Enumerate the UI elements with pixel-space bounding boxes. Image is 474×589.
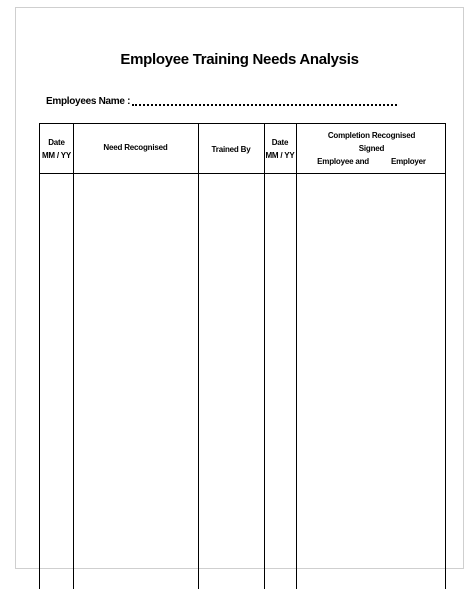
employee-name-label: Employees Name : — [46, 96, 131, 107]
column-divider — [296, 124, 297, 589]
header-completion-label: Completion Recognised — [327, 131, 416, 140]
header-completion-recognised — [296, 124, 447, 173]
employee-name-field-line — [132, 104, 397, 106]
header-date-label: Date — [271, 137, 289, 147]
header-need-recognised — [73, 124, 198, 173]
header-date-format: MM / YY — [265, 150, 295, 160]
header-trained-by — [198, 124, 264, 173]
header-divider — [40, 173, 445, 174]
header-employee-label: Employee and — [317, 157, 369, 166]
header-date-label: Date — [48, 137, 65, 147]
header-date-completion — [264, 124, 296, 173]
column-divider — [264, 124, 265, 589]
header-need-recognised-label: Need Recognised — [103, 143, 168, 152]
header-date-start — [40, 124, 73, 173]
form-title: Employee Training Needs Analysis — [120, 51, 359, 68]
column-divider — [198, 124, 199, 589]
form-page — [15, 7, 464, 569]
header-trained-by-label: Trained By — [211, 145, 251, 154]
header-signatories — [317, 155, 426, 168]
training-table — [39, 123, 446, 589]
header-signed-label: Signed — [358, 144, 385, 153]
header-employer-label: Employer — [390, 157, 426, 166]
header-date-format: MM / YY — [41, 150, 72, 160]
column-divider — [73, 124, 74, 589]
